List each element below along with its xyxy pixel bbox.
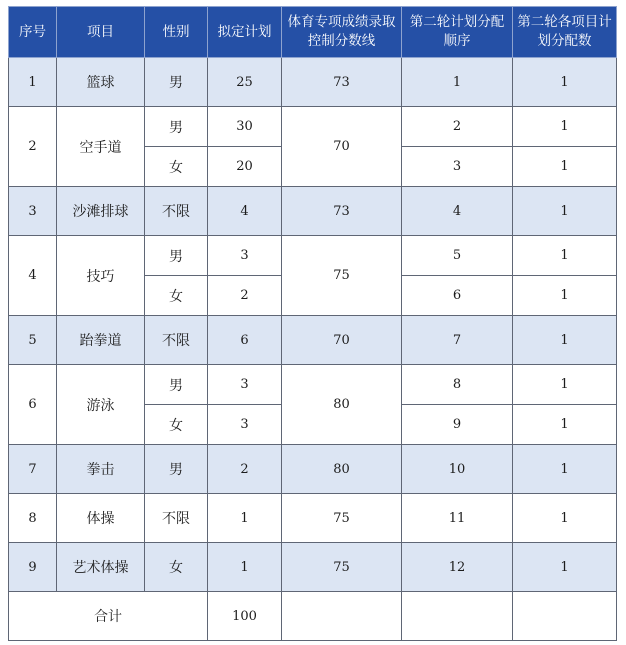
total-empty-alloc xyxy=(513,592,617,641)
enrollment-plan-table xyxy=(8,6,617,641)
cell-item: 跆拳道 xyxy=(57,316,145,365)
header-row xyxy=(9,7,617,58)
cell-second-round-order: 5 xyxy=(402,236,513,276)
cell-score-line: 70 xyxy=(282,107,402,187)
table-row xyxy=(9,236,617,276)
cell-plan: 2 xyxy=(208,445,282,494)
cell-item: 艺术体操 xyxy=(57,543,145,592)
table-row xyxy=(9,543,617,592)
cell-second-round-order: 9 xyxy=(402,405,513,445)
cell-gender: 不限 xyxy=(145,316,208,365)
table-row xyxy=(9,316,617,365)
cell-score-line: 70 xyxy=(282,316,402,365)
cell-item: 沙滩排球 xyxy=(57,187,145,236)
total-plan: 100 xyxy=(208,592,282,641)
cell-item: 拳击 xyxy=(57,445,145,494)
cell-second-round-order: 6 xyxy=(402,276,513,316)
cell-item: 技巧 xyxy=(57,236,145,316)
cell-item: 游泳 xyxy=(57,365,145,445)
cell-second-round-alloc: 1 xyxy=(513,494,617,543)
cell-second-round-alloc: 1 xyxy=(513,147,617,187)
cell-item: 体操 xyxy=(57,494,145,543)
cell-no: 4 xyxy=(9,236,57,316)
cell-gender: 男 xyxy=(145,236,208,276)
cell-no: 9 xyxy=(9,543,57,592)
cell-second-round-alloc: 1 xyxy=(513,236,617,276)
table-row xyxy=(9,58,617,107)
cell-plan: 4 xyxy=(208,187,282,236)
table-row xyxy=(9,365,617,405)
cell-second-round-order: 10 xyxy=(402,445,513,494)
cell-second-round-order: 2 xyxy=(402,107,513,147)
cell-plan: 3 xyxy=(208,236,282,276)
cell-no: 6 xyxy=(9,365,57,445)
header-gender: 性别 xyxy=(145,7,208,58)
cell-second-round-order: 11 xyxy=(402,494,513,543)
cell-score-line: 75 xyxy=(282,494,402,543)
cell-gender: 女 xyxy=(145,147,208,187)
cell-score-line: 80 xyxy=(282,445,402,494)
total-empty-score xyxy=(282,592,402,641)
header-second-round-alloc: 第二轮各项目计划分配数 xyxy=(513,7,617,58)
cell-score-line: 73 xyxy=(282,187,402,236)
cell-second-round-order: 12 xyxy=(402,543,513,592)
cell-gender: 不限 xyxy=(145,494,208,543)
table-body xyxy=(9,58,617,641)
cell-no: 7 xyxy=(9,445,57,494)
cell-plan: 1 xyxy=(208,543,282,592)
cell-gender: 女 xyxy=(145,543,208,592)
cell-second-round-alloc: 1 xyxy=(513,365,617,405)
cell-score-line: 73 xyxy=(282,58,402,107)
cell-plan: 6 xyxy=(208,316,282,365)
cell-plan: 20 xyxy=(208,147,282,187)
cell-no: 2 xyxy=(9,107,57,187)
cell-second-round-alloc: 1 xyxy=(513,445,617,494)
cell-second-round-order: 7 xyxy=(402,316,513,365)
header-no: 序号 xyxy=(9,7,57,58)
table-row xyxy=(9,107,617,147)
cell-no: 8 xyxy=(9,494,57,543)
total-label: 合计 xyxy=(9,592,208,641)
cell-plan: 2 xyxy=(208,276,282,316)
cell-gender: 男 xyxy=(145,365,208,405)
cell-second-round-alloc: 1 xyxy=(513,543,617,592)
table-row xyxy=(9,494,617,543)
cell-score-line: 75 xyxy=(282,543,402,592)
cell-score-line: 80 xyxy=(282,365,402,445)
cell-plan: 3 xyxy=(208,405,282,445)
cell-gender: 男 xyxy=(145,445,208,494)
cell-second-round-alloc: 1 xyxy=(513,58,617,107)
cell-second-round-order: 1 xyxy=(402,58,513,107)
cell-no: 5 xyxy=(9,316,57,365)
header-item: 项目 xyxy=(57,7,145,58)
table-row xyxy=(9,445,617,494)
cell-plan: 1 xyxy=(208,494,282,543)
cell-second-round-order: 8 xyxy=(402,365,513,405)
cell-score-line: 75 xyxy=(282,236,402,316)
header-score-line: 体育专项成绩录取控制分数线 xyxy=(282,7,402,58)
cell-gender: 男 xyxy=(145,107,208,147)
cell-second-round-order: 3 xyxy=(402,147,513,187)
header-plan: 拟定计划 xyxy=(208,7,282,58)
cell-second-round-alloc: 1 xyxy=(513,316,617,365)
cell-second-round-alloc: 1 xyxy=(513,187,617,236)
cell-no: 1 xyxy=(9,58,57,107)
cell-gender: 男 xyxy=(145,58,208,107)
total-empty-order xyxy=(402,592,513,641)
cell-gender: 不限 xyxy=(145,187,208,236)
total-row xyxy=(9,592,617,641)
cell-second-round-order: 4 xyxy=(402,187,513,236)
cell-plan: 30 xyxy=(208,107,282,147)
cell-plan: 3 xyxy=(208,365,282,405)
cell-second-round-alloc: 1 xyxy=(513,405,617,445)
cell-gender: 女 xyxy=(145,405,208,445)
cell-item: 篮球 xyxy=(57,58,145,107)
cell-second-round-alloc: 1 xyxy=(513,276,617,316)
cell-gender: 女 xyxy=(145,276,208,316)
cell-item: 空手道 xyxy=(57,107,145,187)
header-second-round-order: 第二轮计划分配顺序 xyxy=(402,7,513,58)
table-row xyxy=(9,187,617,236)
cell-no: 3 xyxy=(9,187,57,236)
cell-second-round-alloc: 1 xyxy=(513,107,617,147)
cell-plan: 25 xyxy=(208,58,282,107)
